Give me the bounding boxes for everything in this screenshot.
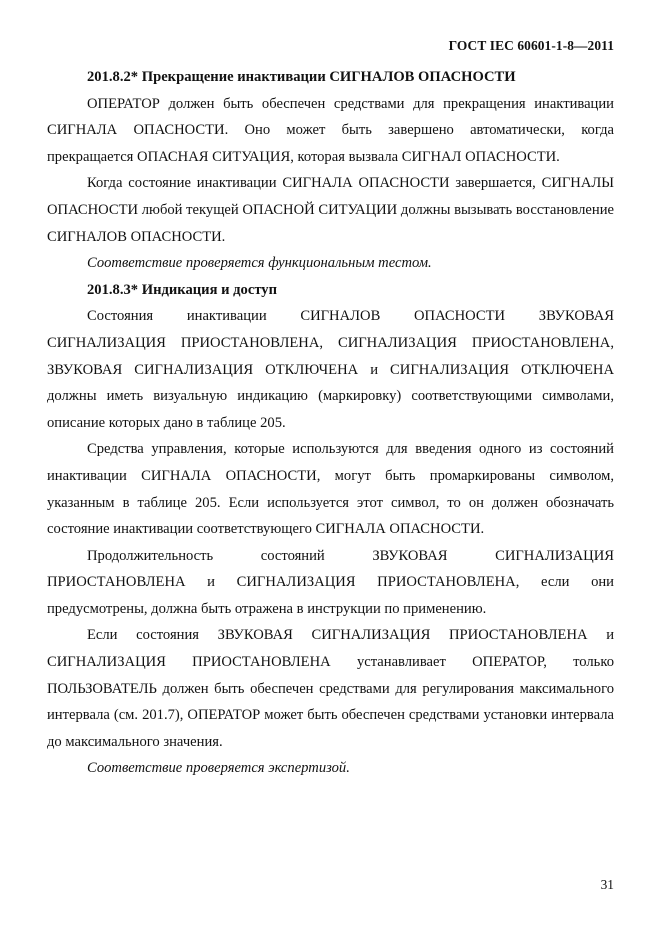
paragraph-interval-settings: Если состояния ЗВУКОВАЯ СИГНАЛИЗАЦИЯ ПРИОСТАНОВЛЕНА и СИГНАЛИЗАЦИЯ ПРИОСТАНОВЛЕНА устанавливает ОПЕРАТОР, только ПОЛЬЗОВАТЕЛЬ должен быть обеспечен средствами для регулирования максимального интервала (см. 201.7), ОПЕРАТОР может быть обеспечен средствами установки интервала до максимального значения. bbox=[47, 627, 614, 750]
paragraph-state-termination: Когда состояние инактивации СИГНАЛА ОПАСНОСТИ завершается, СИГНАЛЫ ОПАСНОСТИ любой текущей ОПАСНОЙ СИТУАЦИИ должны вызывать восстановление СИГНАЛОВ ОПАСНОСТИ. bbox=[47, 175, 614, 245]
compliance-note-inspection: Соответствие проверяется экспертизой. bbox=[87, 760, 350, 777]
paragraph-operator-termination: ОПЕРАТОР должен быть обеспечен средствами для прекращения инактивации СИГНАЛА ОПАСНОСТИ. Оно может быть завершено автоматически, когда прекращается ОПАСНАЯ СИТУАЦИЯ, которая вызвала СИГНАЛ ОПАСНОСТИ. bbox=[47, 95, 614, 165]
section-heading-201-8-2: 201.8.2* Прекращение инактивации СИГНАЛОВ ОПАСНОСТИ bbox=[87, 69, 516, 85]
section-heading-201-8-3: 201.8.3* Индикация и доступ bbox=[87, 281, 278, 298]
document-body bbox=[47, 64, 614, 782]
paragraph-duration: Продолжительность состояний ЗВУКОВАЯ СИГНАЛИЗАЦИЯ ПРИОСТАНОВЛЕНА и СИГНАЛИЗАЦИЯ ПРИОСТАНОВЛЕНА, если они предусмотрены, должна быть отражена в инструкции по применению. bbox=[47, 547, 614, 617]
paragraph-indication-states: Состояния инактивации СИГНАЛОВ ОПАСНОСТИ ЗВУКОВАЯ СИГНАЛИЗАЦИЯ ПРИОСТАНОВЛЕНА, СИГНАЛИЗАЦИЯ ПРИОСТАНОВЛЕНА, ЗВУКОВАЯ СИГНАЛИЗАЦИЯ ОТКЛЮЧЕНА и СИГНАЛИЗАЦИЯ ОТКЛЮЧЕНА должны иметь визуальную индикацию (маркировку) соответствующими символами, описание которых дано в таблице 205. bbox=[47, 308, 614, 431]
document-code-header: ГОСТ IEC 60601-1-8—2011 bbox=[448, 38, 614, 53]
page-number: 31 bbox=[600, 877, 614, 892]
compliance-note-functional-test: Соответствие проверяется функциональным тестом. bbox=[87, 255, 432, 272]
paragraph-controls-marking: Средства управления, которые используются для введения одного из состояний инактивации СИГНАЛА ОПАСНОСТИ, могут быть промаркированы символом, указанным в таблице 205. Если используется этот символ, то он должен обозначать состояние инактивации соответствующего СИГНАЛА ОПАСНОСТИ. bbox=[47, 441, 614, 538]
